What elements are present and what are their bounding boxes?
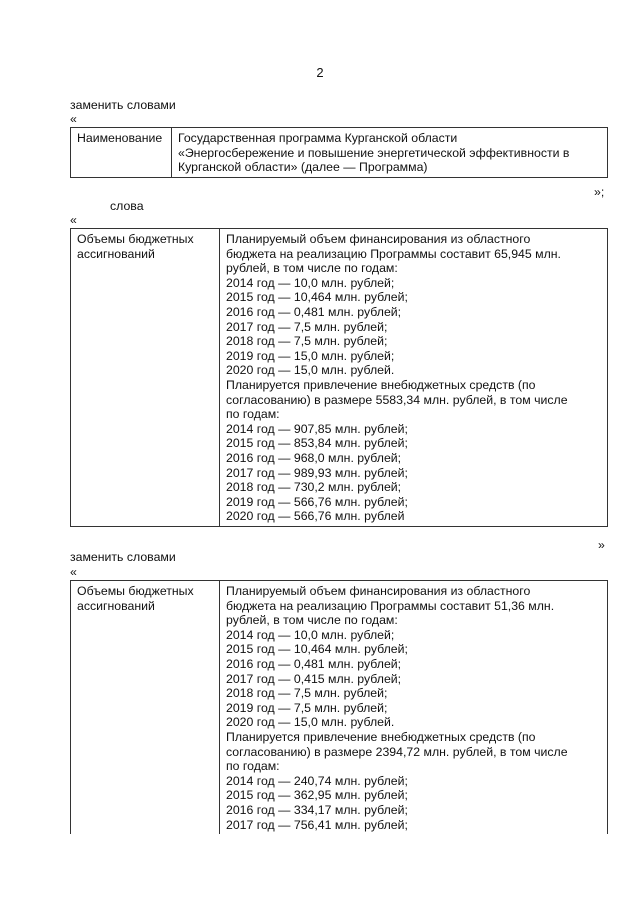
section1-content (172, 128, 608, 178)
section3-line: Планируемый объем финансирования из областного (226, 584, 531, 598)
section2-line: 2019 год — 566,76 млн. рублей; (226, 494, 408, 509)
section2-line: 2015 год — 10,464 млн. рублей; (226, 290, 408, 305)
section3-line: по годам: (226, 759, 280, 774)
section2-line: 2020 год — 566,76 млн. рублей (226, 509, 405, 524)
section3-line: согласованию) в размере 2394,72 млн. рублей, в том числе (226, 744, 568, 759)
section2-line: согласованию) в размере 5583,34 млн. рублей, в том числе (226, 392, 568, 407)
section3-quote-open: « (70, 565, 77, 579)
section3-line: 2016 год — 0,481 млн. рублей; (226, 656, 402, 671)
section1-intro: заменить словами (70, 98, 176, 112)
section3-line: 2015 год — 10,464 млн. рублей; (226, 642, 408, 657)
section3-label-line: ассигнований (77, 598, 155, 613)
section2-content (220, 229, 608, 527)
section2-quote-close: » (598, 538, 605, 552)
section3-line: 2014 год — 10,0 млн. рублей; (226, 627, 395, 642)
section3-line: 2017 год — 756,41 млн. рублей; (226, 817, 408, 832)
section3-line: 2020 год — 15,0 млн. рублей. (226, 715, 395, 730)
section2-intro: слова (110, 199, 144, 213)
section1-label: Наименование (71, 128, 172, 178)
section2-label-line: Объемы бюджетных (77, 232, 194, 246)
section2-line: 2019 год — 15,0 млн. рублей; (226, 348, 395, 363)
section3-line: 2018 год — 7,5 млн. рублей; (226, 686, 388, 701)
section2-line: 2018 год — 730,2 млн. рублей; (226, 480, 402, 495)
section2-line: 2014 год — 10,0 млн. рублей; (226, 275, 395, 290)
section3-line: 2014 год — 240,74 млн. рублей; (226, 773, 408, 788)
section2-line: Планируется привлечение внебюджетных средств (по (226, 377, 536, 392)
section1-quote-close: »; (594, 185, 605, 199)
section3-content (220, 581, 608, 835)
section2-label-line: ассигнований (77, 246, 155, 261)
section3-line: Планируется привлечение внебюджетных средств (по (226, 729, 536, 744)
section2-line: 2018 год — 7,5 млн. рублей; (226, 334, 388, 349)
section2-line: 2016 год — 0,481 млн. рублей; (226, 304, 402, 319)
section2-line: 2017 год — 989,93 млн. рублей; (226, 465, 408, 480)
section1-table (70, 127, 608, 178)
section2-table (70, 228, 608, 527)
section2-line: бюджета на реализацию Программы составит 65,945 млн. (226, 246, 561, 261)
section1-line: «Энергосбережение и повышение энергетической эффективности в (178, 145, 570, 160)
section2-line: Планируемый объем финансирования из областного (226, 232, 531, 246)
section3-line: 2017 год — 0,415 млн. рублей; (226, 671, 402, 686)
section3-table (70, 580, 608, 834)
section2-line: 2014 год — 907,85 млн. рублей; (226, 421, 408, 436)
section3-intro: заменить словами (70, 550, 176, 564)
section3-line: 2016 год — 334,17 млн. рублей; (226, 802, 408, 817)
section2-quote-open: « (70, 213, 77, 227)
section3-line: 2019 год — 7,5 млн. рублей; (226, 700, 388, 715)
section1-quote-open: « (70, 112, 77, 126)
section3-line: бюджета на реализацию Программы составит 51,36 млн. (226, 598, 555, 613)
section3-label (71, 581, 220, 835)
section2-line: 2017 год — 7,5 млн. рублей; (226, 319, 388, 334)
section2-line: по годам: (226, 407, 280, 422)
section3-line: 2015 год — 362,95 млн. рублей; (226, 788, 408, 803)
section2-line: 2016 год — 968,0 млн. рублей; (226, 450, 402, 465)
section2-line: 2020 год — 15,0 млн. рублей. (226, 363, 395, 378)
section3-line: рублей, в том числе по годам: (226, 613, 398, 628)
section1-line: Государственная программа Курганской области (178, 131, 458, 145)
section2-line: рублей, в том числе по годам: (226, 261, 398, 276)
section2-label (71, 229, 220, 527)
section2-line: 2015 год — 853,84 млн. рублей; (226, 436, 408, 451)
page-number: 2 (316, 65, 324, 80)
section1-line: Курганской области» (далее — Программа) (178, 160, 428, 175)
section3-label-line: Объемы бюджетных (77, 584, 194, 598)
